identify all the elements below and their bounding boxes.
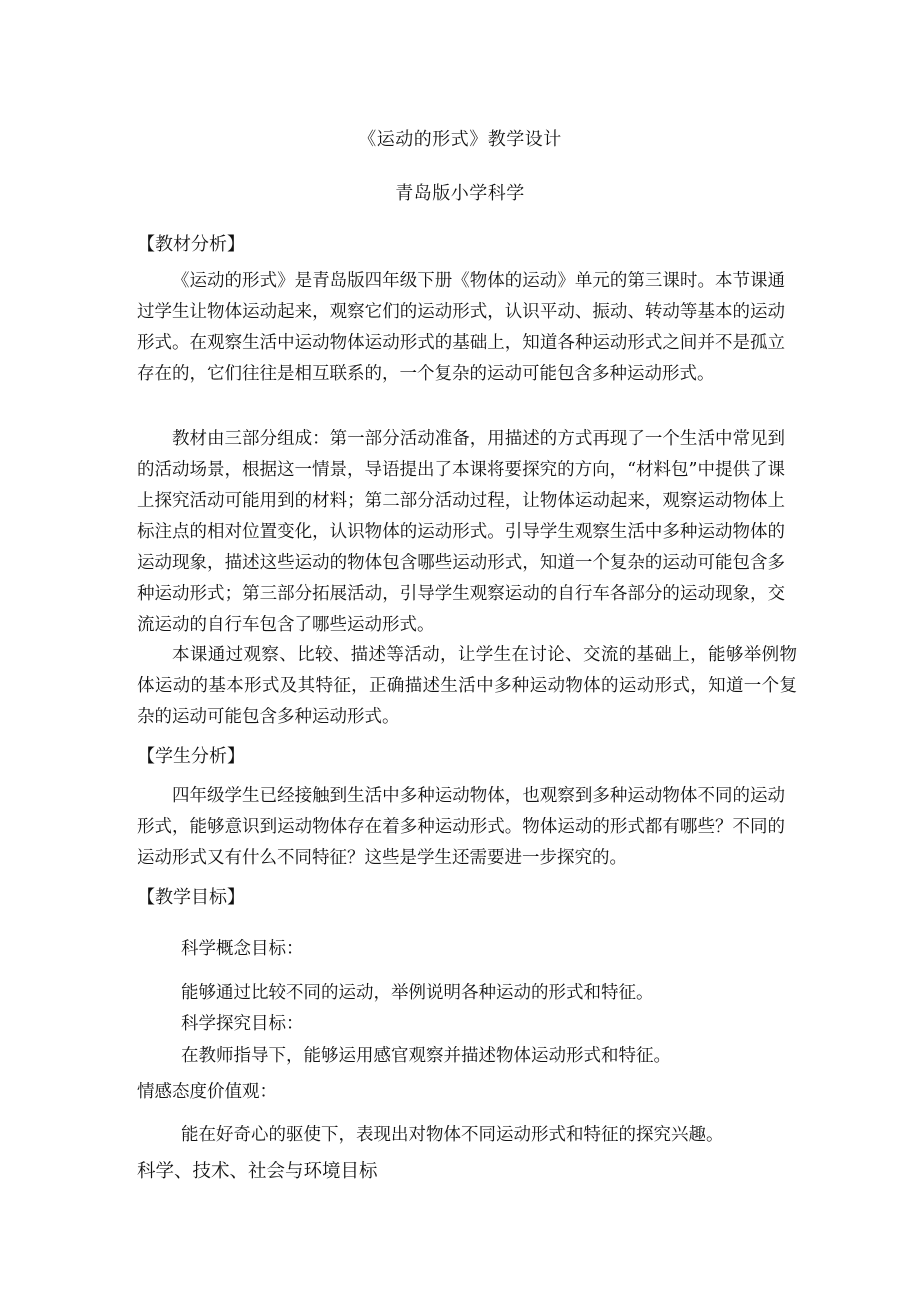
goal-text-attitude: 能在好奇心的驱使下，表现出对物体不同运动形式和特征的探究兴趣。 (181, 1125, 724, 1145)
goal-label-concept: 科学概念目标： (181, 939, 304, 959)
goal-label-stse: 科学、技术、社会与环境目标 (137, 1161, 378, 1182)
paragraph-student-1: 四年级学生已经接触到生活中多种运动物体，也观察到多种运动物体不同的运动形式，能够意识到运动物体存在着多种运动形式。物体运动的形式都有哪些？不同的运动形式又有什么不同特征？这些是学生还需要进一步探究的。 (137, 786, 785, 868)
document-subtitle: 青岛版小学科学 (395, 183, 525, 204)
section-heading-teaching-goals: 【教学目标】 (137, 887, 245, 908)
section-heading-student-analysis: 【学生分析】 (137, 746, 245, 767)
paragraph-material-2: 教材由三部分组成：第一部分活动准备，用描述的方式再现了一个生活中常见到的活动场景，根据这一情景，导语提出了本课将要探究的方向，“材料包”中提供了课上探究活动可能用到的材料；第二部分活动过程，让物体运动起来，观察运动物体上标注点的相对位置变化，认识物体的运动形式。引导学生观察生活中多种运动物体的运动现象，描述这些运动的物体包含哪些运动形式，知道一个复杂的运动可能包含多种运动形式；第三部分拓展活动，引导学生观察运动的自行车各部分的运动现象，交流运动的自行车包含了哪些运动形式。 (137, 429, 785, 635)
section-heading-material-analysis: 【教材分析】 (137, 234, 245, 255)
paragraph-material-1: 《运动的形式》是青岛版四年级下册《物体的运动》单元的第三课时。本节课通过学生让物体运动起来，观察它们的运动形式，认识平动、振动、转动等基本的运动形式。在观察生活中运动物体运动形式的基础上，知道各种运动形式之间并不是孤立存在的，它们往往是相互联系的，一个复杂的运动可能包含多种运动形式。 (137, 271, 785, 384)
goal-label-attitude: 情感态度价值观： (137, 1082, 277, 1102)
goal-label-inquiry: 科学探究目标： (181, 1014, 304, 1034)
goal-text-concept: 能够通过比较不同的运动，举例说明各种运动的形式和特征。 (181, 983, 654, 1003)
paragraph-material-3: 本课通过观察、比较、描述等活动，让学生在讨论、交流的基础上，能够举例物体运动的基本形式及其特征，正确描述生活中多种运动物体的运动形式，知道一个复杂的运动可能包含多种运动形式。 (137, 645, 797, 727)
document-title: 《运动的形式》教学设计 (358, 129, 562, 150)
goal-text-inquiry: 在教师指导下，能够运用感官观察并描述物体运动形式和特征。 (181, 1046, 671, 1066)
